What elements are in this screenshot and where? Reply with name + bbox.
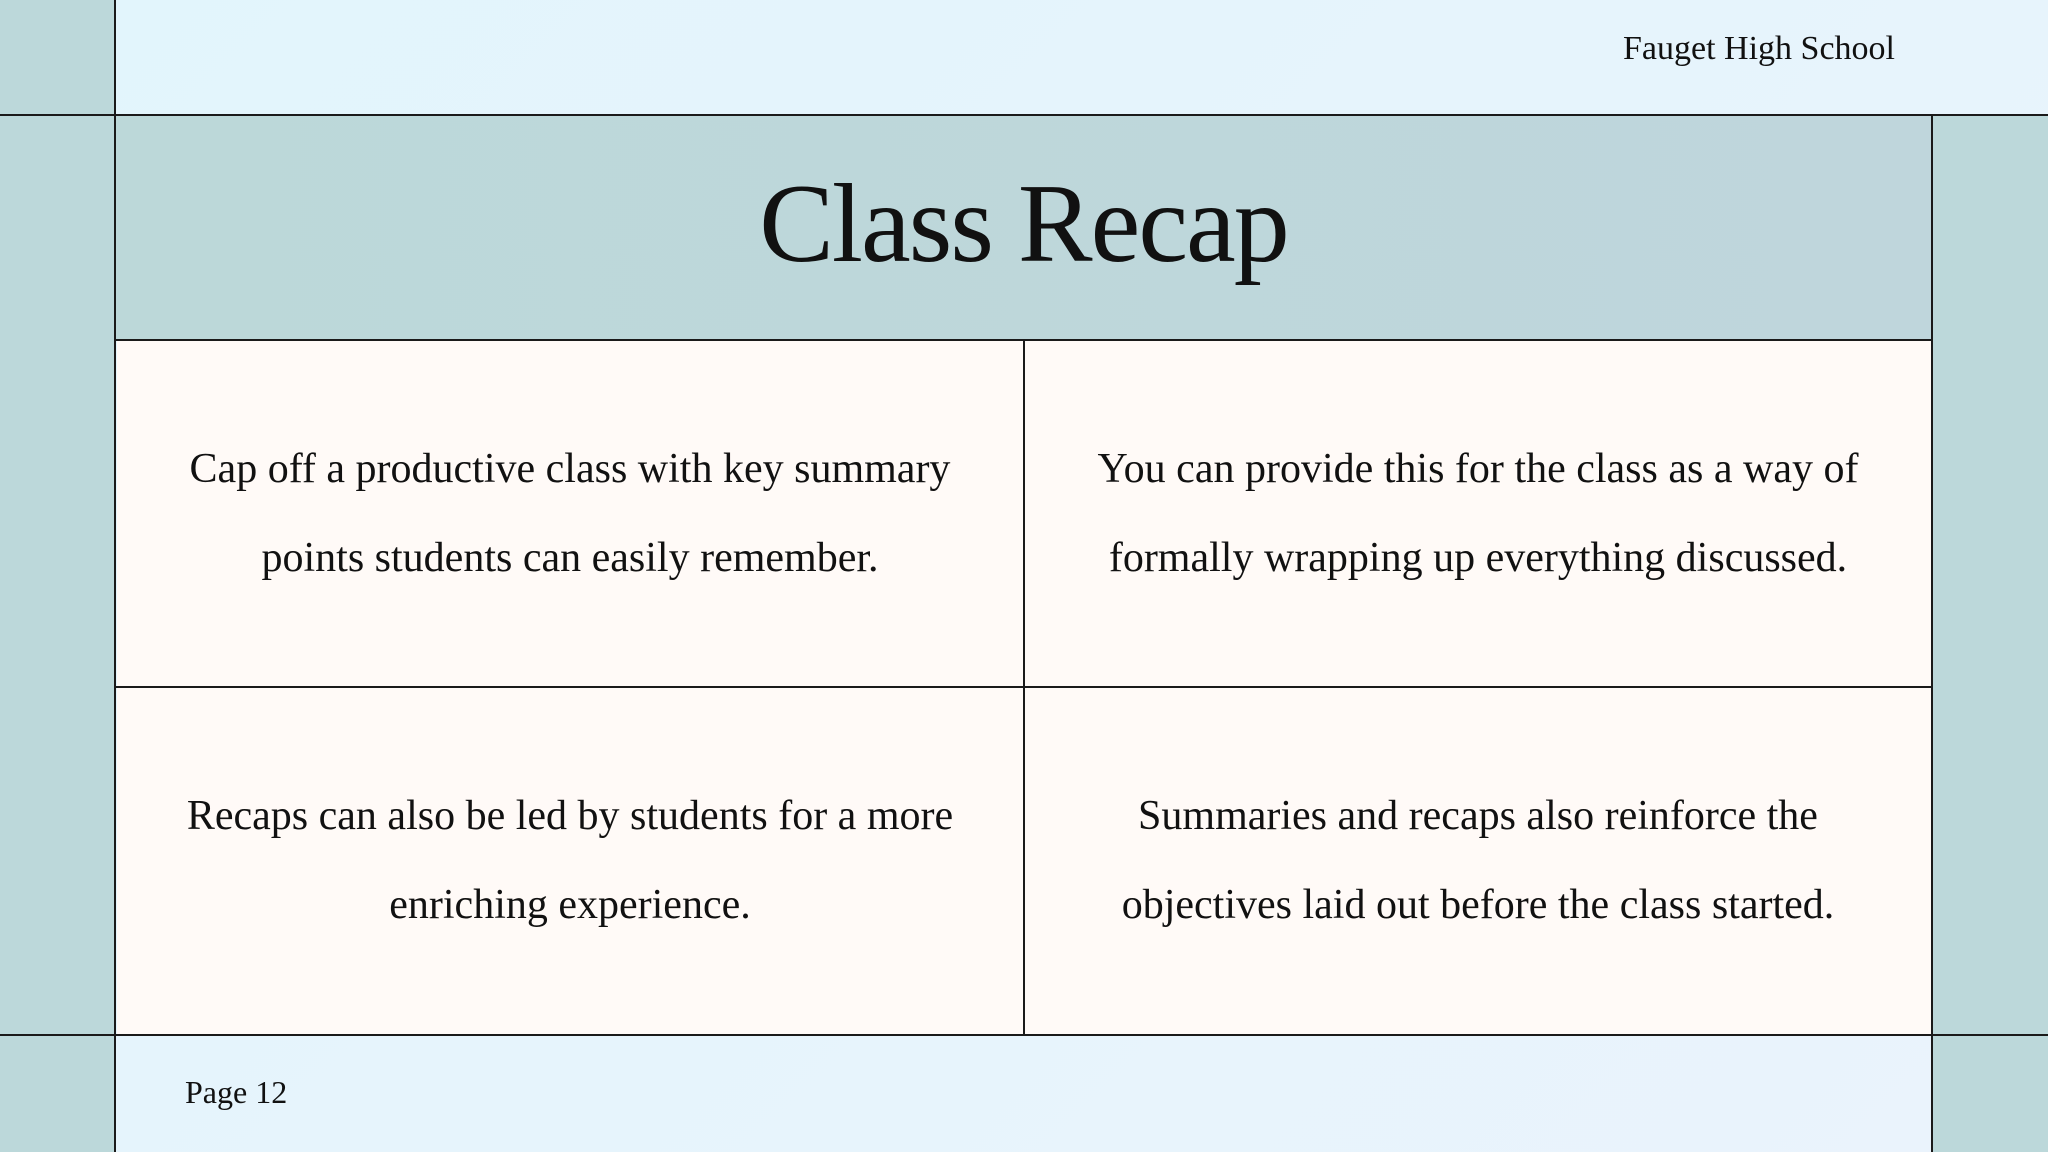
card-text: Cap off a productive class with key summary points students can easily remember. (189, 445, 951, 581)
card-text: You can provide this for the class as a way of formally wrapping up everything discussed. (1097, 445, 1859, 581)
card-top-left (117, 341, 1023, 686)
divider-line (1023, 339, 1025, 1036)
right-decor-strip (1931, 114, 2048, 1152)
card-bottom-right (1025, 688, 1931, 1034)
school-name: Fauget High School (1623, 30, 1895, 67)
divider-line (0, 114, 2048, 116)
slide-title: Class Recap (759, 161, 1288, 286)
card-bottom-left (117, 688, 1023, 1034)
title-band (116, 116, 1931, 340)
left-decor-strip (0, 0, 116, 1152)
card-text: Recaps can also be led by students for a more enriching experience. (186, 793, 954, 928)
page-number: Page 12 (185, 1074, 288, 1110)
card-text: Summaries and recaps also reinforce the objectives laid out before the class started. (1121, 793, 1835, 928)
card-top-right (1025, 341, 1931, 686)
